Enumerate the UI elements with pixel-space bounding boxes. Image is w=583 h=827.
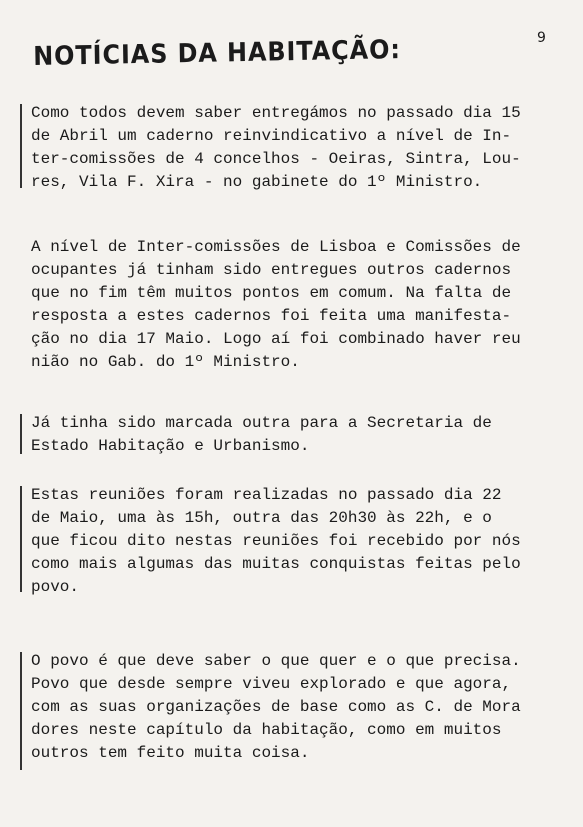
text-line: de Maio, uma às 15h, outra das 20h30 às 22h, e o (31, 509, 492, 527)
text-line: de Abril um caderno reinvindicativo a nível de In- (31, 127, 512, 145)
text-line: que no fim têm muitos pontos em comum. Na falta de (31, 284, 512, 302)
paragraph-1 (31, 102, 551, 194)
margin-bar (20, 652, 22, 770)
text-line: res, Vila F. Xira - no gabinete do 1º Ministro. (31, 173, 483, 191)
text-line: povo. (31, 578, 80, 596)
paragraph-2 (31, 236, 551, 374)
text-line: ocupantes já tinham sido entregues outros cadernos (31, 261, 512, 279)
text-line: outros tem feito muita coisa. (31, 744, 310, 762)
margin-bar (20, 486, 22, 592)
text-line: Estado Habitação e Urbanismo. (31, 437, 310, 455)
document-title: NOTÍCIAS DA HABITAÇÃO: (33, 35, 402, 72)
text-line: com as suas organizações de base como as C. de Mora (31, 698, 521, 716)
margin-bar (20, 104, 22, 188)
paragraph-3 (31, 412, 551, 458)
paragraph-4 (31, 484, 551, 599)
text-line: dores neste capítulo da habitação, como em muitos (31, 721, 502, 739)
text-line: que ficou dito nestas reuniões foi recebido por nós (31, 532, 521, 550)
text-line: nião no Gab. do 1º Ministro. (31, 353, 300, 371)
text-line: Estas reuniões foram realizadas no passado dia 22 (31, 486, 502, 504)
corner-mark: 9 (537, 30, 546, 46)
margin-bar (20, 414, 22, 454)
text-line: Como todos devem saber entregámos no passado dia 15 (31, 104, 521, 122)
text-line: ção no dia 17 Maio. Logo aí foi combinado haver reu (31, 330, 521, 348)
text-line: A nível de Inter-comissões de Lisboa e Comissões de (31, 238, 521, 256)
text-line: O povo é que deve saber o que quer e o que precisa. (31, 652, 521, 670)
text-line: Povo que desde sempre viveu explorado e que agora, (31, 675, 512, 693)
text-line: resposta a estes cadernos foi feita uma manifesta- (31, 307, 512, 325)
text-line: Já tinha sido marcada outra para a Secretaria de (31, 414, 492, 432)
text-line: como mais algumas das muitas conquistas feitas pelo (31, 555, 521, 573)
paragraph-5 (31, 650, 551, 765)
text-line: ter-comissões de 4 concelhos - Oeiras, Sintra, Lou- (31, 150, 521, 168)
